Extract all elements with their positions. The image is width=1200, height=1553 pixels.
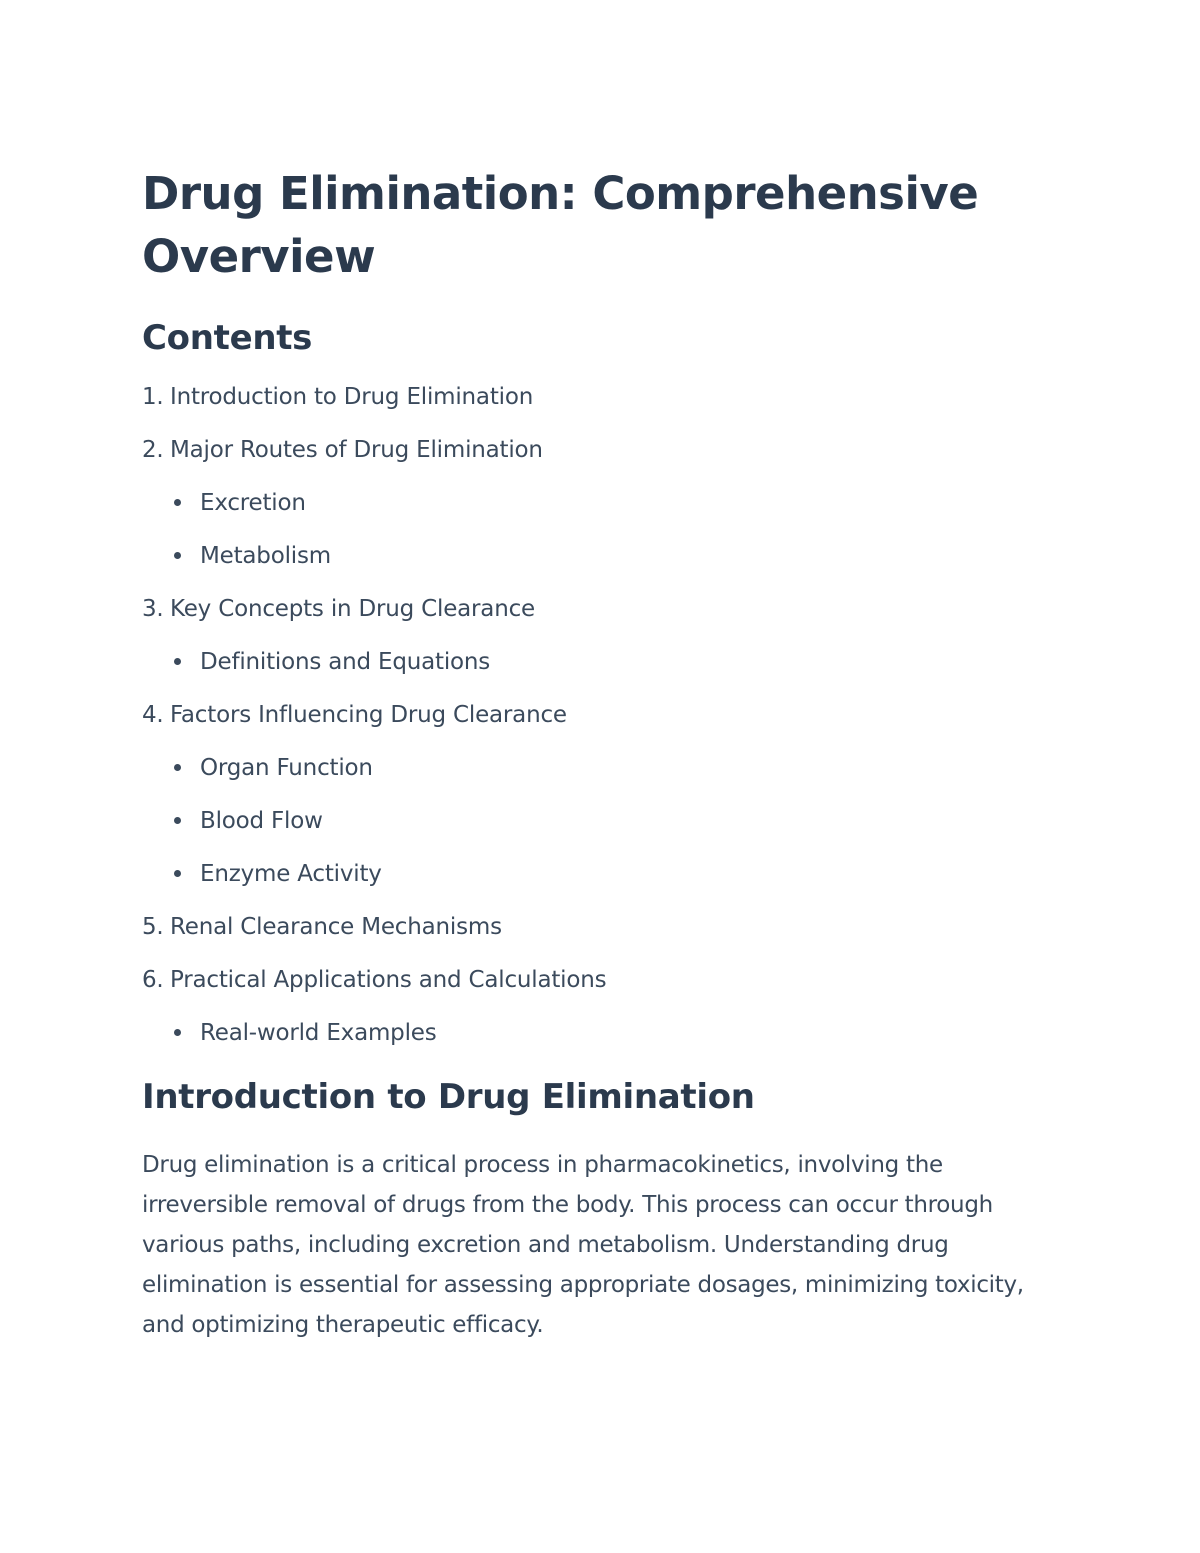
document-title: Drug Elimination: Comprehensive Overview bbox=[142, 167, 979, 283]
toc-sublabel: Definitions and Equations bbox=[200, 649, 491, 675]
toc-subitem bbox=[142, 1018, 1062, 1071]
toc-sublabel: Real-world Examples bbox=[200, 1020, 437, 1046]
toc-item bbox=[142, 912, 1062, 965]
contents-heading: Contents bbox=[142, 318, 313, 358]
toc-item bbox=[142, 382, 1062, 435]
toc-number: 5. bbox=[142, 914, 164, 940]
toc-subitem bbox=[142, 488, 1062, 541]
toc-item bbox=[142, 594, 1062, 647]
toc-sublabel: Organ Function bbox=[200, 755, 373, 781]
toc-item bbox=[142, 435, 1062, 488]
toc-sublabel: Excretion bbox=[200, 490, 306, 516]
toc-label: Introduction to Drug Elimination bbox=[170, 384, 534, 410]
toc-number: 2. bbox=[142, 437, 164, 463]
toc-sublabel: Blood Flow bbox=[200, 808, 323, 834]
toc-sublabel: Metabolism bbox=[200, 543, 331, 569]
toc-sublabel: Enzyme Activity bbox=[200, 861, 382, 887]
introduction-heading: Introduction to Drug Elimination bbox=[142, 1077, 755, 1117]
document-page bbox=[142, 162, 1062, 1368]
toc-number: 3. bbox=[142, 596, 164, 622]
toc-subitem bbox=[142, 806, 1062, 859]
toc-item bbox=[142, 965, 1062, 1018]
table-of-contents bbox=[142, 382, 1062, 1071]
toc-label: Factors Influencing Drug Clearance bbox=[170, 702, 567, 728]
toc-subitem bbox=[142, 753, 1062, 806]
toc-subitem bbox=[142, 859, 1062, 912]
toc-number: 1. bbox=[142, 384, 164, 410]
toc-subitem bbox=[142, 541, 1062, 594]
toc-label: Key Concepts in Drug Clearance bbox=[170, 596, 535, 622]
introduction-paragraph: Drug elimination is a critical process in pharmacokinetics, involving the irreversible removal of drugs from the body. This process can occur through various paths, including excretion and metabolism. Understanding drug elimination is essential for assessing appropriate dosages, minimizing toxicity, and optimizing therapeutic efficacy. bbox=[142, 1152, 1024, 1338]
toc-number: 4. bbox=[142, 702, 164, 728]
toc-number: 6. bbox=[142, 967, 164, 993]
toc-item bbox=[142, 700, 1062, 753]
toc-label: Major Routes of Drug Elimination bbox=[170, 437, 543, 463]
toc-label: Practical Applications and Calculations bbox=[170, 967, 607, 993]
toc-label: Renal Clearance Mechanisms bbox=[170, 914, 502, 940]
toc-subitem bbox=[142, 647, 1062, 700]
